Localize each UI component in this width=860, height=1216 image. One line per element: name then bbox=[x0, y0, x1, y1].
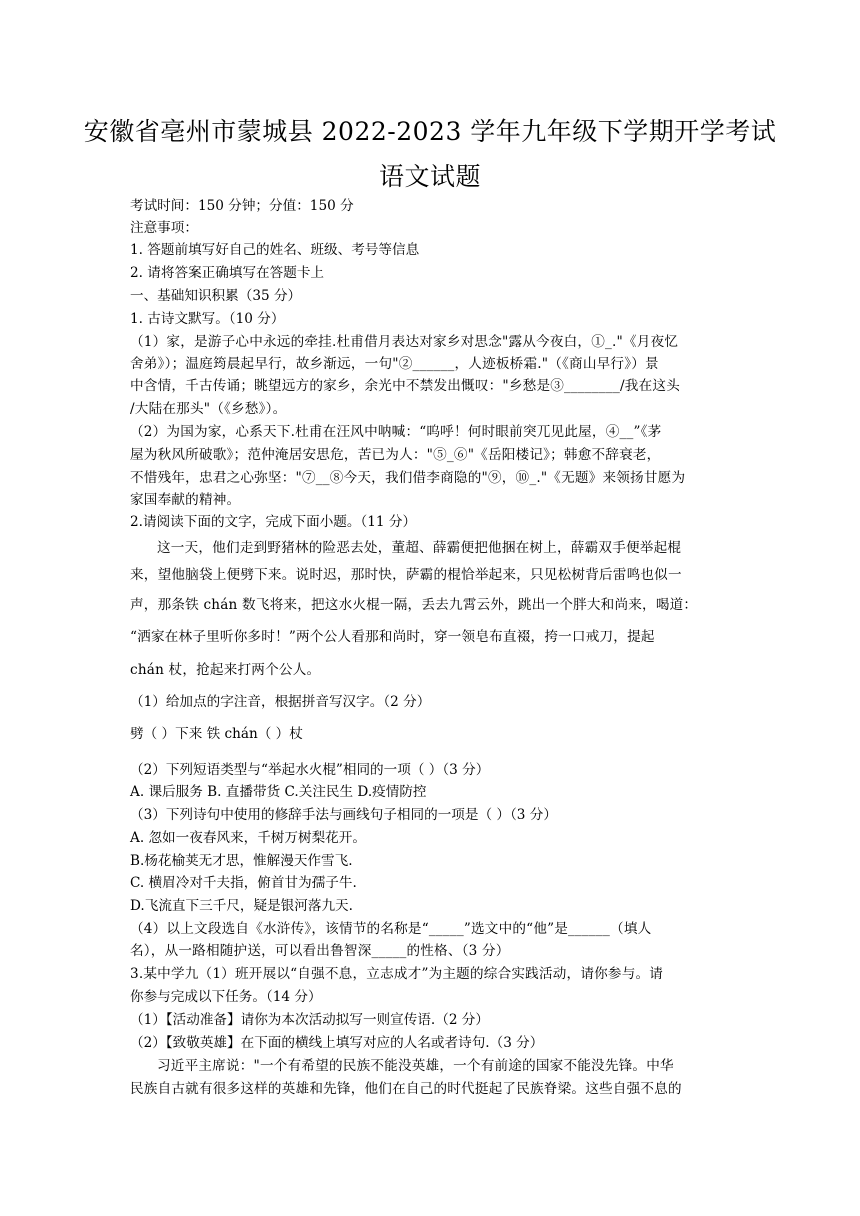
question-text: 舍弟》）；温庭筠晨起早行，故乡渐远，一句"②______，人迹板桥霜."（《商山早行》）景 bbox=[130, 356, 659, 372]
exam-info: 考试时间：150 分钟；分值：150 分 bbox=[130, 198, 354, 214]
passage-line: 民族自古就有很多这样的英雄和先锋，他们在自己的时代挺起了民族脊梁。这些自强不息的 bbox=[130, 1081, 682, 1097]
passage-line: 来，望他脑袋上便劈下来。说时迟，那时快，萨霸的棍恰举起来，只见松树背后雷鸣也似一 bbox=[130, 567, 682, 583]
question-text: （2）为国为家，心系天下.杜甫在汪风中呐喊：“呜呼！何时眼前突兀见此屋，④__”《茅 bbox=[130, 424, 662, 440]
question-text: /大陆在那头"（《乡愁》）。 bbox=[130, 401, 287, 417]
question-text: （1）家，是游子心中永远的牵挂.杜甫借月表达对家乡对思念"露从今夜白，①_."《月夜忆 bbox=[130, 334, 679, 350]
question-heading: 2.请阅读下面的文字，完成下面小题。（11 分） bbox=[130, 514, 417, 530]
subquestion: （2）下列短语类型与“举起水火棍”相同的一项（ ）（3 分） bbox=[130, 762, 490, 778]
question-heading: 3.某中学九（1）班开展以“自强不息，立志成才”为主题的综合实践活动，请你参与。请 bbox=[130, 966, 664, 982]
question-heading: 1. 古诗文默写。（10 分） bbox=[130, 311, 285, 327]
answer-options: A. 课后服务 B. 直播带货 C.关注民生 D.疫情防控 bbox=[130, 784, 427, 800]
question-heading: 你参与完成以下任务。（14 分） bbox=[130, 989, 322, 1005]
passage-line: 习近平主席说："一个有希望的民族不能没英雄，一个有前途的国家不能没先锋。中华 bbox=[157, 1058, 674, 1074]
section-heading: 一、基础知识积累（35 分） bbox=[130, 288, 302, 304]
passage-line: “洒家在林子里听你多时！”两个公人看那和尚时，穿一领皂布直裰，挎一口戒刀，提起 bbox=[130, 629, 655, 645]
question-text: 屋为秋风所破歌》；范仲淹居安思危，苦已为人："⑤_⑥"《岳阳楼记》；韩愈不辞衰老， bbox=[130, 447, 661, 463]
subquestion: （4）以上文段选自《水浒传》，该情节的名称是“_____”选文中的“他”是______（填人 bbox=[130, 921, 652, 937]
question-text: 不惜残年，忠君之心弥坚："⑦__⑧今天，我们借李商隐的"⑨，⑩_."《无题》来领扬甘愿为 bbox=[130, 470, 686, 486]
passage-line: 这一天，他们走到野猪林的险恶去处，董超、薛霸便把他捆在树上，薛霸双手便举起棍 bbox=[157, 540, 682, 556]
subquestion: （3）下列诗句中使用的修辞手法与画线句子相同的一项是（ ）（3 分） bbox=[130, 807, 557, 823]
subquestion: （1）【活动准备】请你为本次活动拟写一则宣传语.（2 分） bbox=[130, 1012, 489, 1028]
passage-line: chán 杖，抢起来打两个公人。 bbox=[130, 662, 321, 678]
subquestion: （2）【致敬英雄】在下面的横线上填写对应的人名或者诗句.（3 分） bbox=[130, 1035, 544, 1051]
answer-option: C. 横眉冷对千夫指，俯首甘为孺子牛. bbox=[130, 875, 357, 891]
exam-title-line2: 语文试题 bbox=[378, 162, 481, 191]
notice-heading: 注意事项： bbox=[130, 220, 198, 236]
answer-blanks: 劈（ ）下来 铁 chán（ ）杖 bbox=[130, 726, 303, 742]
passage-line: 声，那条铁 chán 数飞将来，把这水火棍一隔，丢去九霄云外，跳出一个胖大和尚来，喝道： bbox=[130, 597, 698, 613]
notice-item: 1. 答题前填写好自己的姓名、班级、考号等信息 bbox=[130, 242, 420, 258]
subquestion: 名），从一路相随护送，可以看出鲁智深_____的性格、（3 分） bbox=[130, 943, 510, 959]
answer-option: D.飞流直下三千尺，疑是银河落九天. bbox=[130, 898, 353, 914]
question-text: 家国奉献的精神。 bbox=[130, 492, 241, 508]
notice-item: 2. 请将答案正确填写在答题卡上 bbox=[130, 265, 325, 281]
answer-option: A. 忽如一夜春风来，千树万树梨花开。 bbox=[130, 830, 366, 846]
exam-title-line1: 安徽省亳州市蒙城县 2022-2023 学年九年级下学期开学考试 bbox=[83, 117, 777, 146]
question-text: 中含情，千古传诵；眺望远方的家乡，余光中不禁发出慨叹："乡愁是③________/我在这头 bbox=[130, 378, 680, 394]
subquestion: （1）给加点的字注音，根据拼音写汉字。（2 分） bbox=[130, 694, 431, 710]
answer-option: B.杨花榆荚无才思，惟解漫天作雪飞. bbox=[130, 853, 353, 869]
